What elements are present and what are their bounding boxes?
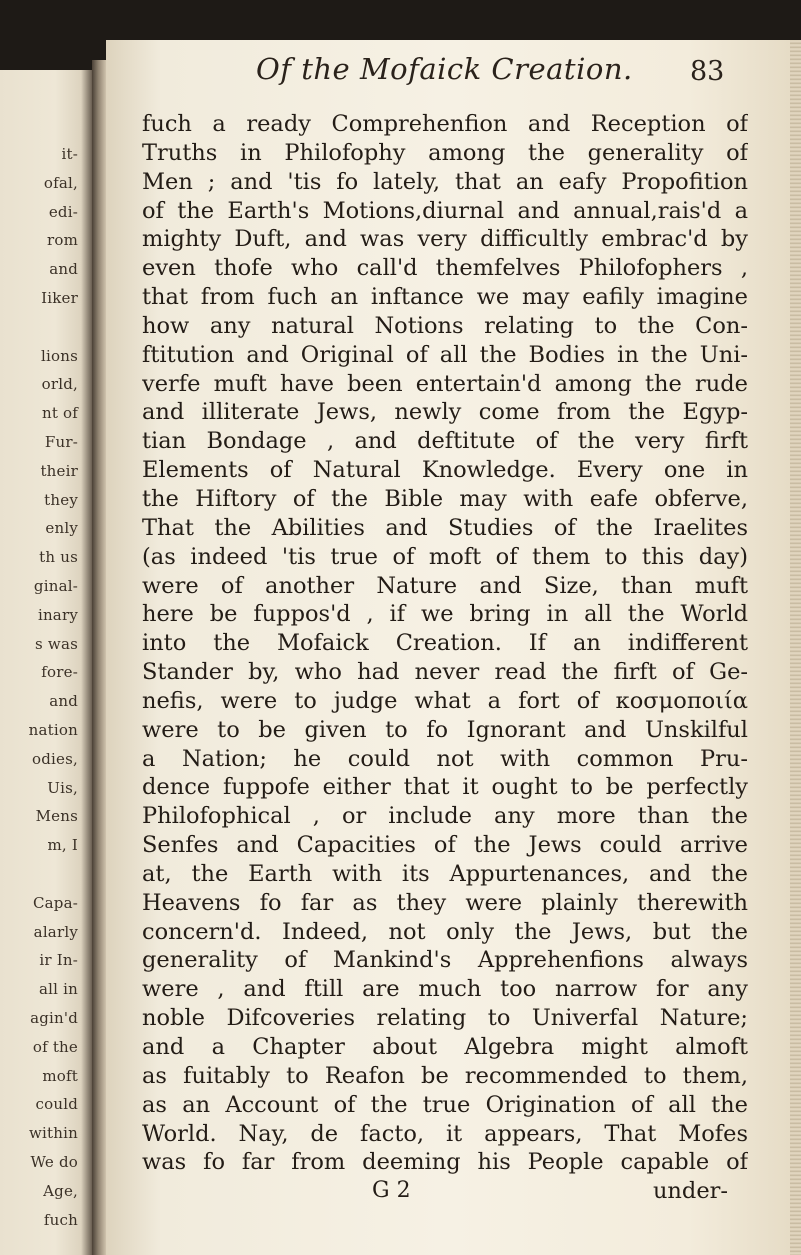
facing-line-fragment: Iiker <box>41 289 78 307</box>
facing-line-fragment: ir In- <box>39 951 78 970</box>
text-line: World. Nay, de facto, it appears, That Mofes <box>142 1120 748 1147</box>
facing-line-fragment: all in <box>39 980 78 999</box>
facing-line-fragment: orld, <box>41 375 78 394</box>
facing-line-fragment: s was <box>35 634 78 653</box>
catchword: under- <box>652 1178 728 1205</box>
facing-line-fragment: fuch <box>43 1210 78 1229</box>
text-line: was fo far from deeming his People capable of <box>142 1149 748 1176</box>
facing-line-fragment: ofal, <box>43 173 78 192</box>
book-page <box>106 40 790 1255</box>
text-line: as fuitably to Reafon be recommended to them, <box>142 1062 748 1089</box>
facing-line-fragment: of the <box>32 1037 78 1056</box>
text-line: nefis, were to judge what a fort of κοσμοποιία <box>142 687 748 714</box>
text-line: noble Difcoveries relating to Univerfal Nature; <box>142 1005 748 1032</box>
text-line: and illiterate Jews, newly come from the Egyp- <box>142 399 748 426</box>
facing-line-fragment: Fur- <box>44 433 78 451</box>
body-text <box>142 110 748 1206</box>
signature-mark: G 2 <box>372 1178 411 1204</box>
text-line: verfe muft have been entertain'd among the rude <box>142 370 748 397</box>
facing-line-fragment: it- <box>61 145 78 163</box>
text-line: were to be given to fo Ignorant and Unskilful <box>142 716 748 743</box>
text-line: Heavens fo far as they were plainly therewith <box>142 889 748 916</box>
facing-line-fragment: alarly <box>33 922 78 941</box>
facing-line-fragment: Mens <box>35 807 78 826</box>
text-line: concern'd. Indeed, not only the Jews, but the <box>142 918 748 945</box>
facing-line-fragment: their <box>40 461 78 480</box>
facing-line-fragment: lions <box>41 346 78 365</box>
text-line: into the Mofaick Creation. If an indifferent <box>142 630 748 657</box>
text-line: and a Chapter about Algebra might almoft <box>142 1034 748 1060</box>
text-line: That the Abilities and Studies of the Iraelites <box>142 514 748 541</box>
facing-line-fragment: ginal- <box>33 577 78 595</box>
text-line: how any natural Notions relating to the Con- <box>142 312 748 339</box>
facing-line-fragment: We do <box>30 1153 78 1171</box>
text-line: as an Account of the true Origination of all the <box>142 1091 748 1118</box>
text-line: of the Earth's Motions,diurnal and annual,rais'd a <box>142 197 748 224</box>
signature-line <box>142 1177 748 1206</box>
facing-line-fragment: m, I <box>47 836 78 855</box>
facing-line-fragment: enly <box>45 519 78 538</box>
text-line: fuch a ready Comprehenfion and Reception of <box>142 111 748 137</box>
text-line: Senfes and Capacities of the Jews could arrive <box>142 832 748 859</box>
page-number: 83 <box>690 56 725 87</box>
text-line: tian Bondage , and deftitute of the very firft <box>142 428 748 455</box>
facing-line-fragment: Uis, <box>47 778 78 797</box>
text-line: here be fuppos'd , if we bring in all the World <box>142 601 748 628</box>
facing-line-fragment: nation <box>28 721 78 739</box>
facing-page <box>0 70 92 1255</box>
book-gutter <box>92 60 106 1255</box>
facing-line-fragment: and <box>49 692 78 711</box>
facing-line-fragment: they <box>44 490 78 509</box>
facing-line-fragment: and <box>49 260 78 279</box>
facing-line-fragment: Capa- <box>32 893 78 912</box>
text-line: ftitution and Original of all the Bodies in the Uni- <box>142 341 748 368</box>
facing-line-fragment: within <box>29 1124 78 1143</box>
facing-line-fragment: inary <box>37 605 78 624</box>
text-line: Men ; and 'tis fo lately, that an eafy Propofition <box>142 168 748 195</box>
page-edge <box>790 40 801 1255</box>
text-line: that from fuch an inftance we may eafily imagine <box>142 284 748 311</box>
facing-line-fragment: moft <box>42 1066 78 1085</box>
text-line: (as indeed 'tis true of moft of them to this day) <box>142 543 748 570</box>
facing-line-fragment: agin'd <box>30 1009 78 1027</box>
text-line: a Nation; he could not with common Pru- <box>142 745 748 772</box>
text-line: dence fuppofe either that it ought to be perfectly <box>142 774 748 801</box>
facing-line-fragment: fore- <box>41 663 78 682</box>
facing-line-fragment: rom <box>46 231 78 250</box>
facing-line-fragment: th us <box>39 548 78 567</box>
text-line: Elements of Natural Knowledge. Every one in <box>142 457 748 484</box>
facing-line-fragment: Age, <box>43 1181 78 1200</box>
facing-line-fragment: odies, <box>32 749 78 768</box>
text-line: Truths in Philofophy among the generality of <box>142 139 748 166</box>
text-line: generality of Mankind's Apprehenfions always <box>142 947 748 974</box>
text-line: the Hiftory of the Bible may with eafe obferve, <box>142 485 748 512</box>
facing-line-fragment: could <box>35 1095 78 1114</box>
running-head <box>106 52 790 102</box>
text-line: were , and ftill are much too narrow for any <box>142 976 748 1003</box>
text-line: even thofe who call'd themfelves Philofophers , <box>142 255 748 282</box>
running-head-title: Of the Mofaick Creation. <box>256 52 633 86</box>
text-line: Stander by, who had never read the firft of Ge- <box>142 659 748 686</box>
text-line: at, the Earth with its Appurtenances, and the <box>142 860 748 887</box>
text-line: Philofophical , or include any more than the <box>142 803 748 830</box>
text-line: mighty Duft, and was very difficultly embrac'd by <box>142 226 748 253</box>
facing-line-fragment: edi- <box>48 202 78 221</box>
facing-line-fragment: nt of <box>41 404 78 423</box>
text-line: were of another Nature and Size, than muft <box>142 572 748 599</box>
